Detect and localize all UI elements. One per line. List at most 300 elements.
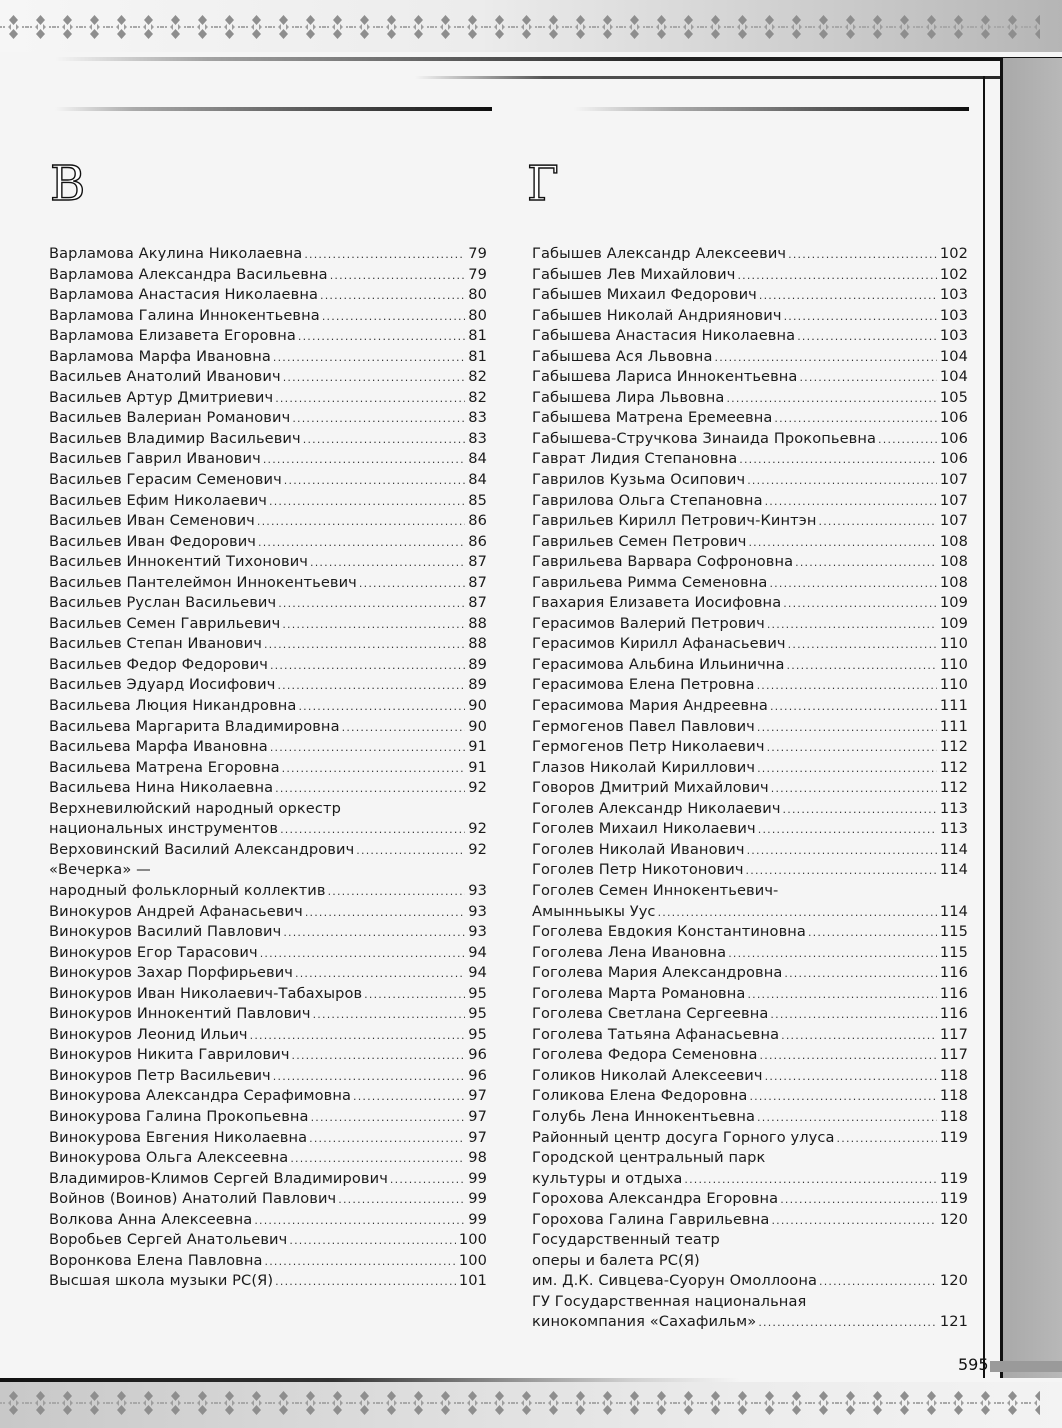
index-entry: [532, 1271, 968, 1292]
entry-name: Васильева Марфа Ивановна: [49, 738, 268, 756]
entry-page-number: 102: [939, 245, 968, 262]
entry-name: ГУ Государственная национальная: [532, 1292, 807, 1310]
dot-leader: [728, 944, 937, 965]
entry-name: Винокуров Егор Тарасович: [49, 943, 258, 961]
index-entry: [49, 902, 487, 923]
index-entry: [532, 429, 968, 450]
entry-page-number: 105: [939, 388, 968, 406]
index-entry: [49, 593, 487, 614]
dot-leader: [769, 574, 936, 595]
dot-leader: [799, 368, 936, 389]
entry-name: Васильев Степан Иванович: [49, 635, 262, 653]
entry-name: Винокуров Петр Васильевич: [49, 1066, 271, 1084]
entry-page-number: 100: [458, 1231, 487, 1249]
index-entry: [49, 1128, 487, 1149]
entry-page-number: 97: [468, 1087, 487, 1105]
entry-name: Гоголева Федора Семеновна: [532, 1046, 758, 1064]
entry-name: Винокурова Ольга Алексеевна: [49, 1149, 289, 1167]
ornament-pattern-icon: [0, 1390, 1040, 1416]
dot-leader: [320, 286, 465, 307]
index-entry: [49, 943, 487, 964]
index-entry: [532, 614, 968, 635]
index-column-g: [532, 244, 968, 1333]
index-entry: [532, 285, 968, 306]
entry-page-number: 92: [468, 779, 487, 797]
entry-name: Васильев Иван Семенович: [49, 512, 255, 530]
dot-leader: [353, 1087, 465, 1108]
dot-leader: [390, 1170, 465, 1191]
bottom-ornament-band: [0, 1382, 1062, 1428]
dot-leader: [298, 327, 465, 348]
index-entry: [532, 532, 968, 553]
index-entry: [49, 1025, 487, 1046]
dot-leader: [760, 1046, 937, 1067]
dot-leader: [749, 1087, 936, 1108]
dot-leader: [767, 615, 937, 636]
entry-name: Винокуров Василий Павлович: [49, 923, 282, 941]
entry-page-number: 114: [939, 840, 968, 858]
dot-leader: [275, 1272, 456, 1293]
entry-name: Гоголев Николай Иванович: [532, 840, 745, 858]
entry-page-number: 103: [939, 306, 968, 324]
index-entry: [49, 922, 487, 943]
entry-name: народный фольклорный коллектив: [49, 881, 326, 899]
index-entry: [532, 799, 968, 820]
entry-name: Винокуров Никита Гаврилович: [49, 1046, 290, 1064]
entry-name: Голубь Лена Иннокентьевна: [532, 1107, 756, 1125]
entry-page-number: 116: [939, 984, 968, 1002]
entry-name: Варламова Елизавета Егоровна: [49, 327, 296, 345]
entry-page-number: 98: [468, 1149, 487, 1167]
entry-page-number: 83: [468, 429, 487, 447]
index-entry: [49, 408, 487, 429]
entry-page-number: 89: [468, 676, 487, 694]
index-entry: [532, 860, 968, 881]
index-entry: [532, 963, 968, 984]
entry-page-number: 117: [939, 1025, 968, 1043]
entry-page-number: 106: [939, 450, 968, 468]
dot-leader: [765, 492, 937, 513]
dot-leader: [787, 656, 937, 677]
entry-name: Гоголева Марта Романовна: [532, 984, 746, 1002]
entry-page-number: 110: [939, 655, 968, 673]
dot-leader: [303, 430, 465, 451]
dot-leader: [284, 471, 465, 492]
index-entry: [49, 1210, 487, 1231]
entry-name: Городской центральный парк: [532, 1149, 766, 1167]
index-entry: [49, 1251, 487, 1272]
entry-page-number: 90: [468, 717, 487, 735]
entry-page-number: 111: [939, 697, 968, 715]
dot-leader: [770, 1005, 936, 1026]
index-entry: [49, 675, 487, 696]
index-entry: [532, 1004, 968, 1025]
entry-name: кинокомпания «Сахафильм»: [532, 1313, 757, 1331]
entry-name: Голиков Николай Алексеевич: [532, 1066, 763, 1084]
index-entry: [532, 347, 968, 368]
entry-page-number: 114: [939, 902, 968, 920]
entry-name: Васильева Матрена Егоровна: [49, 758, 280, 776]
dot-leader: [715, 348, 937, 369]
entry-name: Васильев Иван Федорович: [49, 532, 257, 550]
dot-leader: [819, 1272, 937, 1293]
entry-name: Винокуров Иван Николаевич-Табахыров: [49, 984, 363, 1002]
index-entry: [49, 470, 487, 491]
dot-leader: [250, 1026, 466, 1047]
dot-leader: [757, 1108, 937, 1129]
entry-name: Винокурова Галина Прокопьевна: [49, 1107, 309, 1125]
entry-name: Варламова Анастасия Николаевна: [49, 286, 319, 304]
entry-page-number: 116: [939, 964, 968, 982]
dot-leader: [309, 1129, 465, 1150]
entry-name: Амынньыкы Уус: [532, 902, 656, 920]
entry-page-number: 113: [939, 799, 968, 817]
entry-name: Васильев Иннокентий Тихонович: [49, 553, 309, 571]
index-entry: [532, 758, 968, 779]
index-entry: [532, 1230, 968, 1251]
index-entry: [49, 367, 487, 388]
entry-page-number: 112: [939, 779, 968, 797]
dot-leader: [748, 533, 936, 554]
entry-name: Гаврильев Семен Петрович: [532, 532, 747, 550]
dot-leader: [784, 307, 937, 328]
entry-name: Верховинский Василий Александрович: [49, 840, 355, 858]
entry-name: им. Д.К. Сивцева-Суорун Омоллоона: [532, 1272, 818, 1290]
entry-page-number: 102: [939, 265, 968, 283]
entry-name: Гермогенов Павел Павлович: [532, 717, 755, 735]
index-entry: [49, 655, 487, 676]
entry-name: Гоголева Евдокия Константиновна: [532, 923, 806, 941]
dot-leader: [356, 841, 465, 862]
top-ornament-band: [0, 0, 1062, 52]
top-secondary-rule: [415, 76, 1062, 79]
index-entry: [49, 634, 487, 655]
dot-leader: [328, 882, 466, 903]
entry-page-number: 108: [939, 573, 968, 591]
dot-leader: [275, 389, 465, 410]
index-entry: [532, 470, 968, 491]
entry-page-number: 106: [939, 429, 968, 447]
index-entry: [49, 696, 487, 717]
entry-name: Горохова Галина Гаврильевна: [532, 1210, 770, 1228]
index-entry: [49, 347, 487, 368]
dot-leader: [684, 1170, 936, 1191]
entry-name: Гаврат Лидия Степановна: [532, 450, 738, 468]
entry-name: Войнов (Воинов) Анатолий Павлович: [49, 1190, 337, 1208]
entry-name: Государственный театр: [532, 1231, 720, 1249]
index-entry: [532, 922, 968, 943]
index-entry: [532, 491, 968, 512]
entry-page-number: 91: [468, 758, 487, 776]
index-entry: [49, 265, 487, 286]
dot-leader: [759, 286, 937, 307]
index-entry: [49, 758, 487, 779]
dot-leader: [342, 718, 466, 739]
dot-leader: [878, 430, 937, 451]
entry-name: Гоголев Александр Николаевич: [532, 799, 781, 817]
entry-page-number: 107: [939, 512, 968, 530]
entry-page-number: 107: [939, 471, 968, 489]
dot-leader: [783, 594, 937, 615]
index-entry: [532, 511, 968, 532]
index-entry: [49, 963, 487, 984]
index-entry: [49, 491, 487, 512]
entry-page-number: 95: [468, 1005, 487, 1023]
entry-page-number: 99: [468, 1210, 487, 1228]
entry-page-number: 101: [458, 1272, 487, 1290]
index-entry: [49, 449, 487, 470]
dot-leader: [771, 779, 937, 800]
entry-page-number: 110: [939, 676, 968, 694]
dot-leader: [808, 923, 937, 944]
entry-page-number: 86: [468, 532, 487, 550]
ornament-pattern-icon: [0, 14, 1040, 40]
entry-page-number: 96: [468, 1066, 487, 1084]
index-entry: [532, 552, 968, 573]
dot-leader: [781, 1026, 937, 1047]
entry-name: Винокуров Иннокентий Павлович: [49, 1005, 311, 1023]
index-entry: [49, 388, 487, 409]
index-entry: [49, 552, 487, 573]
entry-name: Волкова Анна Алексеевна: [49, 1210, 253, 1228]
entry-name: Варламова Галина Иннокентьевна: [49, 306, 320, 324]
index-entry: [49, 717, 487, 738]
entry-page-number: 118: [939, 1087, 968, 1105]
left-column-header-rule: [55, 107, 492, 111]
dot-leader: [747, 985, 936, 1006]
dot-leader: [774, 409, 936, 430]
dot-leader: [780, 1190, 937, 1211]
entry-page-number: 97: [468, 1128, 487, 1146]
index-entry: [49, 881, 487, 902]
dot-leader: [757, 718, 937, 739]
entry-page-number: 99: [468, 1169, 487, 1187]
entry-page-number: 92: [468, 840, 487, 858]
entry-page-number: 106: [939, 409, 968, 427]
index-entry: [532, 717, 968, 738]
entry-name: Васильев Пантелеймон Иннокентьевич: [49, 573, 357, 591]
dot-leader: [295, 964, 465, 985]
dot-leader: [758, 820, 937, 841]
dot-leader: [770, 697, 937, 718]
entry-page-number: 93: [468, 923, 487, 941]
dot-leader: [837, 1129, 937, 1150]
entry-page-number: 121: [939, 1313, 968, 1331]
dot-leader: [739, 450, 937, 471]
entry-name: Голикова Елена Федоровна: [532, 1087, 748, 1105]
index-entry: [49, 799, 487, 820]
index-entry: [532, 1107, 968, 1128]
entry-page-number: 119: [939, 1128, 968, 1146]
entry-name: Васильева Нина Николаевна: [49, 779, 274, 797]
index-entry: [532, 244, 968, 265]
index-entry: [49, 1066, 487, 1087]
dot-leader: [788, 245, 937, 266]
entry-page-number: 85: [468, 491, 487, 509]
dot-leader: [273, 348, 465, 369]
entry-name: Васильева Люция Никандровна: [49, 697, 297, 715]
entry-page-number: 82: [468, 388, 487, 406]
entry-page-number: 88: [468, 614, 487, 632]
dot-leader: [275, 779, 465, 800]
dot-leader: [283, 368, 466, 389]
entry-page-number: 114: [939, 861, 968, 879]
entry-page-number: 93: [468, 902, 487, 920]
entry-name: Гаврильева Римма Семеновна: [532, 573, 768, 591]
index-entry: [532, 737, 968, 758]
right-column-header-rule: [574, 107, 969, 111]
page-number: 595: [958, 1355, 989, 1374]
index-entry: [532, 388, 968, 409]
entry-name: Районный центр досуга Горного улуса: [532, 1128, 835, 1146]
dot-leader: [658, 903, 937, 924]
dot-leader: [258, 533, 465, 554]
dot-leader: [795, 553, 937, 574]
dot-leader: [737, 266, 936, 287]
entry-page-number: 108: [939, 553, 968, 571]
dot-leader: [265, 1252, 456, 1273]
index-entry: [49, 429, 487, 450]
dot-leader: [292, 409, 465, 430]
right-frame-line-outer: [1000, 58, 1003, 1378]
dot-leader: [359, 574, 465, 595]
dot-leader: [757, 759, 937, 780]
entry-page-number: 108: [939, 532, 968, 550]
entry-name: Габышева Лариса Иннокентьевна: [532, 368, 798, 386]
entry-page-number: 94: [468, 964, 487, 982]
entry-page-number: 95: [468, 984, 487, 1002]
entry-name: Гаврильева Варвара Софроновна: [532, 553, 794, 571]
index-entry: [532, 943, 968, 964]
entry-name: Васильев Валериан Романович: [49, 409, 291, 427]
entry-name: Васильев Руслан Васильевич: [49, 594, 277, 612]
index-entry: [532, 881, 968, 902]
entry-page-number: 97: [468, 1107, 487, 1125]
index-entry: [49, 840, 487, 861]
entry-page-number: 89: [468, 655, 487, 673]
entry-name: Герасимова Елена Петровна: [532, 676, 755, 694]
index-entry: [532, 675, 968, 696]
index-entry: [49, 511, 487, 532]
dot-leader: [290, 1149, 465, 1170]
entry-page-number: 95: [468, 1025, 487, 1043]
entry-name: Васильев Гаврил Иванович: [49, 450, 261, 468]
entry-name: Габышев Николай Андриянович: [532, 306, 782, 324]
dot-leader: [269, 492, 465, 513]
entry-page-number: 94: [468, 943, 487, 961]
entry-name: Васильев Артур Дмитриевич: [49, 388, 274, 406]
entry-page-number: 81: [468, 327, 487, 345]
bottom-divider-rule: [0, 1378, 740, 1382]
entry-name: Васильева Маргарита Владимировна: [49, 717, 340, 735]
entry-page-number: 118: [939, 1066, 968, 1084]
dot-leader: [304, 245, 465, 266]
entry-name: оперы и балета РС(Я): [532, 1251, 700, 1269]
entry-name: Винокурова Евгения Николаевна: [49, 1128, 308, 1146]
entry-page-number: 87: [468, 594, 487, 612]
entry-page-number: 110: [939, 635, 968, 653]
entry-name: Глазов Николай Кириллович: [532, 758, 756, 776]
index-entry: [532, 1066, 968, 1087]
entry-name: Васильев Герасим Семенович: [49, 471, 282, 489]
entry-name: Габышев Лев Михайлович: [532, 265, 736, 283]
entry-page-number: 119: [939, 1169, 968, 1187]
entry-name: Гермогенов Петр Николаевич: [532, 738, 765, 756]
entry-name: Гаврильев Кирилл Петрович-Кинтэн: [532, 512, 817, 530]
entry-name: Герасимов Кирилл Афанасьевич: [532, 635, 786, 653]
dot-leader: [747, 471, 937, 492]
entry-name: Гоголев Михаил Николаевич: [532, 820, 756, 838]
entry-page-number: 92: [468, 820, 487, 838]
dot-leader: [298, 697, 465, 718]
entry-page-number: 113: [939, 820, 968, 838]
entry-page-number: 79: [468, 265, 487, 283]
index-entry: [532, 1025, 968, 1046]
dot-leader: [330, 266, 466, 287]
entry-page-number: 119: [939, 1190, 968, 1208]
dot-leader: [270, 738, 465, 759]
index-entry: [532, 778, 968, 799]
index-entry: [532, 1128, 968, 1149]
index-entry: [532, 634, 968, 655]
dot-leader: [260, 944, 466, 965]
dot-leader: [819, 512, 937, 533]
index-entry: [49, 1045, 487, 1066]
entry-page-number: 80: [468, 306, 487, 324]
entry-name: Герасимова Мария Андреевна: [532, 697, 768, 715]
dot-leader: [280, 820, 465, 841]
entry-page-number: 109: [939, 594, 968, 612]
right-side-strip: [1003, 58, 1062, 1378]
dot-leader: [305, 903, 465, 924]
dot-leader: [783, 800, 937, 821]
entry-name: Гоголева Мария Александровна: [532, 964, 783, 982]
index-entry: [49, 532, 487, 553]
section-letter-g: Г: [527, 156, 559, 212]
entry-name: Васильев Анатолий Иванович: [49, 368, 281, 386]
entry-name: Герасимова Альбина Ильинична: [532, 655, 785, 673]
index-entry: [532, 326, 968, 347]
dot-leader: [257, 512, 465, 533]
entry-page-number: 103: [939, 327, 968, 345]
index-entry: [532, 840, 968, 861]
dot-leader: [277, 676, 465, 697]
dot-leader: [263, 450, 465, 471]
index-entry: [532, 1189, 968, 1210]
entry-name: Габышева Лира Львовна: [532, 388, 725, 406]
entry-name: Винокурова Александра Серафимовна: [49, 1087, 352, 1105]
dot-leader: [758, 1313, 937, 1334]
entry-page-number: 115: [939, 923, 968, 941]
entry-name: Габышев Михаил Федорович: [532, 286, 757, 304]
index-entry: [49, 1004, 487, 1025]
dot-leader: [313, 1005, 466, 1026]
index-entry: [49, 326, 487, 347]
index-entry: [49, 1271, 487, 1292]
entry-name: Васильев Ефим Николаевич: [49, 491, 267, 509]
entry-name: Гоголева Татьяна Афанасьевна: [532, 1025, 780, 1043]
entry-name: Гвахария Елизавета Иосифовна: [532, 594, 782, 612]
entry-page-number: 91: [468, 738, 487, 756]
entry-page-number: 80: [468, 286, 487, 304]
index-entry: [532, 306, 968, 327]
entry-page-number: 86: [468, 512, 487, 530]
entry-page-number: 109: [939, 614, 968, 632]
entry-name: Варламова Марфа Ивановна: [49, 347, 271, 365]
dot-leader: [364, 985, 465, 1006]
entry-name: Гаврилов Кузьма Осипович: [532, 471, 746, 489]
index-entry: [532, 902, 968, 923]
